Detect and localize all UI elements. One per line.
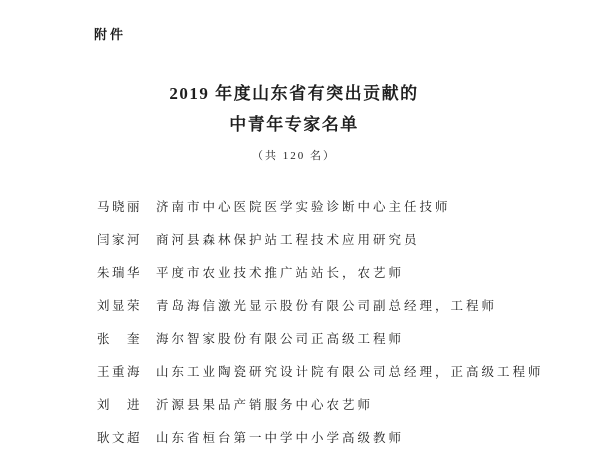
document-title-line-1: 2019 年度山东省有突出贡献的 — [169, 84, 419, 103]
title-block — [0, 78, 588, 163]
expert-row — [97, 189, 580, 222]
expert-row — [97, 321, 580, 354]
expert-name: 朱瑞华 — [97, 265, 143, 280]
expert-position: 青岛海信激光显示股份有限公司副总经理，工程师 — [156, 298, 498, 313]
expert-list — [97, 189, 580, 450]
expert-position: 济南市中心医院医学实验诊断中心主任技师 — [156, 199, 451, 214]
expert-position: 海尔智家股份有限公司正高级工程师 — [156, 331, 405, 346]
expert-name: 耿文超 — [97, 430, 143, 445]
expert-position: 平度市农业技术推广站站长，农艺师 — [156, 265, 405, 280]
expert-position: 商河县森林保护站工程技术应用研究员 — [156, 232, 420, 247]
attachment-label: 附件 — [94, 27, 127, 42]
expert-name: 王重海 — [97, 364, 143, 379]
expert-name: 闫家河 — [97, 232, 143, 247]
expert-name: 刘 进 — [97, 397, 143, 412]
expert-count-note: （共 120 名） — [252, 150, 336, 162]
expert-row — [97, 222, 580, 255]
expert-position: 山东工业陶瓷研究设计院有限公司总经理，正高级工程师 — [156, 364, 544, 379]
document-title-line-2: 中青年专家名单 — [229, 115, 359, 134]
expert-row — [97, 288, 580, 321]
expert-position: 沂源县果品产销服务中心农艺师 — [156, 397, 374, 412]
expert-row — [97, 354, 580, 387]
expert-position: 山东省桓台第一中学中小学高级教师 — [156, 430, 405, 445]
expert-row — [97, 420, 580, 450]
expert-name: 张 奎 — [97, 331, 143, 346]
expert-row — [97, 387, 580, 420]
expert-name: 马晓丽 — [97, 199, 143, 214]
expert-name: 刘显荣 — [97, 298, 143, 313]
expert-row — [97, 255, 580, 288]
